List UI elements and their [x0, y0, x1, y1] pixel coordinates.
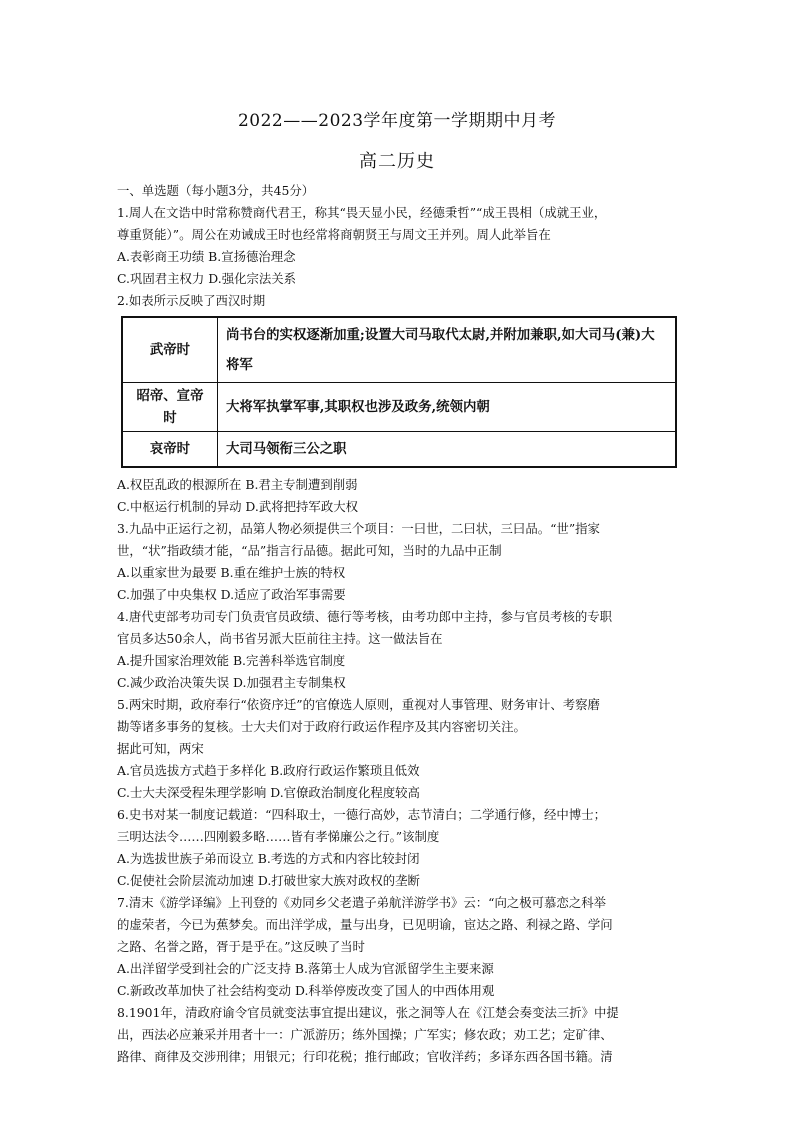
- q7-options-cd: C.新政改革加快了社会结构变动 D.科举停废改变了国人的中西体用观: [117, 983, 495, 998]
- exam-content: [117, 180, 683, 1068]
- question-8: [117, 1002, 683, 1068]
- q2-stem: 2.如表所示反映了西汉时期: [117, 293, 266, 308]
- table-row: [122, 317, 676, 383]
- q1-stem-line-2: 尊重贤能）”。周公在劝诫成王时也经常将商朝贤王与周文王并列。周人此举旨在: [117, 227, 551, 242]
- q6-options-ab: A.为选拔世族子弟而设立 B.考选的方式和内容比较封闭: [117, 851, 420, 866]
- table-row-header: 昭帝、宣帝时: [122, 383, 218, 432]
- q5-stem-line-3: 据此可知，两宋: [117, 741, 204, 756]
- q3-options-cd: C.加强了中央集权 D.适应了政治军事需要: [117, 587, 346, 602]
- q8-stem-line-1: 8.1901年，清政府谕令官员就变法事宜提出建议，张之洞等人在《江楚会奏变法三折》中提: [117, 1005, 619, 1020]
- question-5: [117, 694, 683, 804]
- exam-subtitle: 高二历史: [359, 151, 435, 172]
- question-1: [117, 202, 683, 290]
- table-row-content: 尚书台的实权逐渐加重;设置大司马取代太尉,并附加兼职,如大司马(兼)大将军: [218, 317, 677, 383]
- q8-stem-line-2: 出，西法必应兼采并用者十一：广派游历；练外国操；广军实；修农政；劝工艺；定矿律、: [117, 1027, 613, 1042]
- q4-options-cd: C.减少政治决策失误 D.加强君主专制集权: [117, 675, 346, 690]
- question-6: [117, 804, 683, 892]
- q6-options-cd: C.促使社会阶层流动加速 D.打破世家大族对政权的垄断: [117, 873, 420, 888]
- q5-stem-line-2: 勘等诸多事务的复核。士大夫们对于政府行政运作程序及其内容密切关注。: [117, 719, 526, 734]
- table-row: [122, 383, 676, 432]
- q4-options-ab: A.提升国家治理效能 B.完善科举选官制度: [117, 653, 346, 668]
- q6-stem-line-1: 6.史书对某一制度记载道：“四科取士，一德行高妙，志节清白；二学通行修，经中博士；: [117, 807, 606, 822]
- section-heading: 一、单选题（每小题3分，共45分）: [117, 183, 315, 198]
- q5-options-cd: C.士大夫深受程朱理学影响 D.官僚政治制度化程度较高: [117, 785, 420, 800]
- q1-options-cd: C.巩固君主权力 D.强化宗法关系: [117, 271, 297, 286]
- table-row: [122, 432, 676, 468]
- q7-stem-line-1: 7.清末《游学译编》上刊登的《劝同乡父老遣子弟航洋游学书》云：“向之极可慕恋之科举: [117, 895, 606, 910]
- q2-table: [121, 316, 677, 468]
- q5-stem-line-1: 5.两宋时期，政府奉行“依资序迁”的官僚选人原则，重视对人事管理、财务审计、考察磨: [117, 697, 600, 712]
- q2-options-ab: A.权臣乱政的根源所在 B.君主专制遭到削弱: [117, 477, 358, 492]
- q1-stem-line-1: 1.周人在文诰中时常称赞商代君王，称其“畏天显小民，经德秉哲”“成王畏相（成就王业，: [117, 205, 607, 220]
- exam-title: 2022——2023学年度第一学期期中月考: [237, 111, 557, 131]
- question-7: [117, 892, 683, 1002]
- q4-stem-line-2: 官员多达50余人，尚书省另派大臣前往主持。这一做法旨在: [117, 631, 443, 646]
- q7-options-ab: A.出洋留学受到社会的广泛支持 B.落第士人成为官派留学生主要来源: [117, 961, 494, 976]
- q2-options-cd: C.中枢运行机制的异动 D.武将把持军政大权: [117, 499, 358, 514]
- q7-stem-line-2: 的虚荣者，今已为蕉梦矣。而出洋学成，量与出身，已见明谕，宦达之路、利禄之路、学问: [117, 917, 613, 932]
- q1-options-ab: A.表彰商王功绩 B.宣扬德治理念: [117, 249, 296, 264]
- question-2: [117, 290, 683, 518]
- q6-stem-line-2: 三明达法令……四刚毅多略……皆有孝悌廉公之行。”该制度: [117, 829, 440, 844]
- q5-options-ab: A.官员选拔方式趋于多样化 B.政府行政运作繁琐且低效: [117, 763, 420, 778]
- table-row-header: 武帝时: [122, 317, 218, 383]
- question-3: [117, 518, 683, 606]
- q3-stem-line-1: 3.九品中正运行之初，品第人物必须提供三个项目：一曰世，二曰状，三曰品。“世”指家: [117, 521, 600, 536]
- question-4: [117, 606, 683, 694]
- table-row-content: 大司马领衔三公之职: [218, 432, 677, 468]
- q4-stem-line-1: 4.唐代吏部考功司专门负责官员政绩、德行等考核，由考功郎中主持，参与官员考核的专职: [117, 609, 613, 624]
- q3-options-ab: A.以重家世为最要 B.重在维护士族的特权: [117, 565, 346, 580]
- q3-stem-line-2: 世，“状”指政绩才能，“品”指言行品德。据此可知，当时的九品中正制: [117, 543, 502, 558]
- q7-stem-line-3: 之路、名誉之路，胥于是乎在。”这反映了当时: [117, 939, 365, 954]
- table-row-content: 大将军执掌军事,其职权也涉及政务,统领内朝: [218, 383, 677, 432]
- table-row-header: 哀帝时: [122, 432, 218, 468]
- q8-stem-line-3: 路律、商律及交涉刑律；用银元；行印花税；推行邮政；官收洋药；多译东西各国书籍。清: [117, 1049, 613, 1064]
